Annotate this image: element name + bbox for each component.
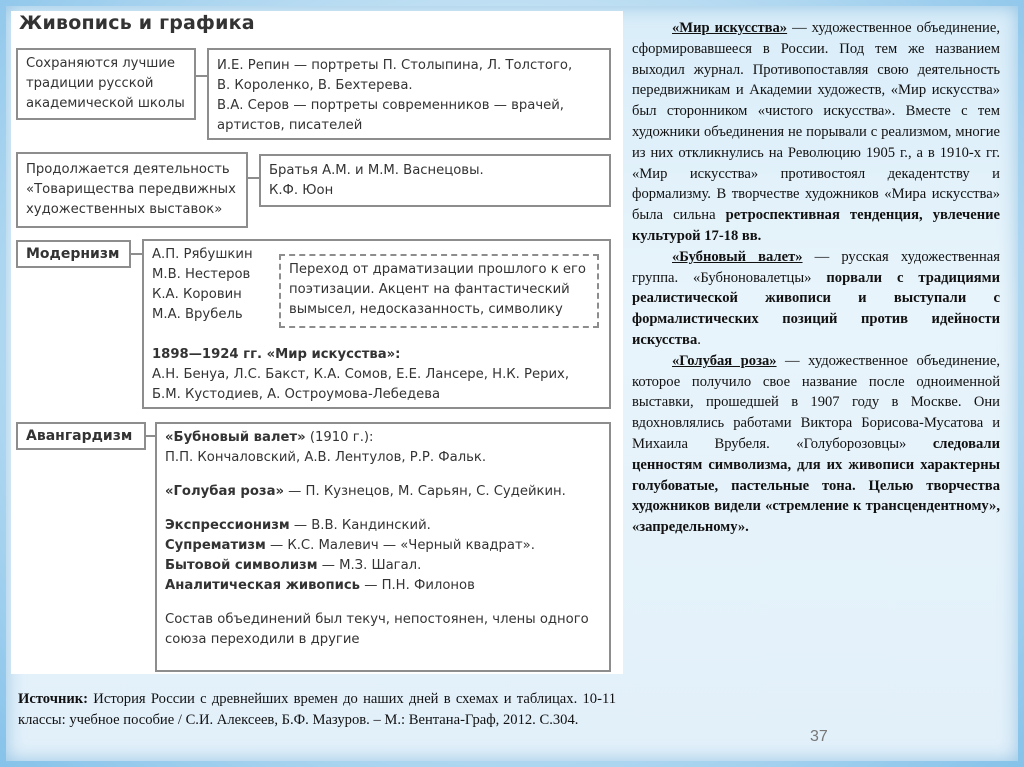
movement-item xyxy=(165,556,601,576)
movement-artist: — В.В. Кандинский. xyxy=(289,518,431,533)
bubnovy-names: П.П. Кончаловский, А.В. Лентулов, Р.Р. Фальк. xyxy=(165,450,487,465)
mir-iskusstva-paragraph xyxy=(632,18,1000,247)
box-line: К.Ф. Юон xyxy=(269,183,334,198)
modernism-artists xyxy=(152,245,253,325)
description-column xyxy=(632,18,1000,538)
box-line: академической школы xyxy=(26,96,185,111)
paragraph-title: «Мир искусства» xyxy=(672,20,788,36)
paragraph-title: «Голубая роза» xyxy=(672,352,777,369)
paragraph-body: — художественное объединение, сформировавшееся в России. Под тем же названием выходил журнал. Противопоставляя свою деятельность передвижникам и Академии художеств, «Мир искусства» был сторонником «чистого искусства». Вместе с тем художники объединения не порывали с реализмом, многие из них откликнулись на Революцию 1905 г., а в 1910-х гг. «Мир искусства» противостоял декадентству и формализму. В творчестве художников «Мира искусства» была сильна xyxy=(632,20,1000,224)
academic-school-box xyxy=(16,48,196,120)
footer-line: союза переходили в другие xyxy=(165,632,360,647)
page-number: 37 xyxy=(810,728,828,745)
box-line: В. Короленко, В. Бехтерева. xyxy=(217,78,413,93)
movement-term: Супрематизм xyxy=(165,538,266,553)
bubnovy-paragraph xyxy=(632,247,1000,351)
box-line: В.А. Серов — портреты современников — врачей, xyxy=(217,98,564,113)
bubnovy-title: «Бубновый валет» xyxy=(165,430,306,445)
box-line: Братья А.М. и М.М. Васнецовы. xyxy=(269,163,484,178)
mir-iskusstva-title: 1898—1924 гг. «Мир искусства»: xyxy=(152,347,401,362)
footer-line: Состав объединений был текуч, непостоянен, члены одного xyxy=(165,612,589,627)
paragraph-emphasis: ретроспективная тенденция, увлечение культурой 17-18 вв. xyxy=(632,207,1000,244)
academic-artists-box xyxy=(207,48,611,140)
box-line: традиции русской xyxy=(26,76,154,91)
modernism-note xyxy=(279,254,599,328)
movement-item xyxy=(165,536,601,556)
source-citation xyxy=(18,689,616,731)
avantgarde-box xyxy=(155,422,611,672)
artist-name: А.П. Рябушкин xyxy=(152,247,253,262)
peredvizhniki-artists-box xyxy=(259,154,611,207)
paragraph-title: «Бубновый валет» xyxy=(672,248,803,265)
mir-iskusstva-block xyxy=(152,345,569,405)
movement-artist: — К.С. Малевич — «Черный квадрат». xyxy=(265,538,535,553)
bubnovy-line xyxy=(165,428,601,448)
modernism-box xyxy=(142,239,611,409)
paragraph-emphasis: порвали с традициями реалистической живописи и выступали с формалистических позиций против идейности искусства xyxy=(632,269,1000,348)
avantgarde-label: Авангардизм xyxy=(16,422,146,450)
mir-iskusstva-line: Б.М. Кустодиев, А. Остроумова-Лебедева xyxy=(152,387,441,402)
scheme-title: Живопись и графика xyxy=(19,12,255,34)
movement-term: Бытовой символизм xyxy=(165,558,318,573)
movement-term: Экспрессионизм xyxy=(165,518,290,533)
mir-iskusstva-line: А.Н. Бенуа, Л.С. Бакст, К.А. Сомов, Е.Е. Лансере, Н.К. Рерих, xyxy=(152,367,570,382)
movement-artist: — П.Н. Филонов xyxy=(360,578,475,593)
avantgarde-movements xyxy=(165,516,601,596)
paragraph-emphasis: следовали ценностям символизма, для их живописи характерны голубоватые, пастельные тона. Целью творчества художников видели «стремление к трансцендентному», «запредельному». xyxy=(632,435,1000,536)
source-label: Источник: xyxy=(18,691,89,707)
golubaya-names: — П. Кузнецов, М. Сарьян, С. Судейкин. xyxy=(283,484,566,499)
golubaya-paragraph xyxy=(632,351,1000,538)
box-line: Сохраняются лучшие xyxy=(26,56,176,71)
modernism-label: Модернизм xyxy=(16,240,131,268)
box-line: «Товарищества передвижных xyxy=(26,182,236,197)
movement-term: Аналитическая живопись xyxy=(165,578,360,593)
note-line: поэтизации. Акцент на фантастический xyxy=(289,282,570,297)
peredvizhniki-box xyxy=(16,152,248,228)
note-line: Переход от драматизации прошлого к его xyxy=(289,262,586,277)
note-line: вымысел, недосказанность, символику xyxy=(289,302,563,317)
paragraph-end: . xyxy=(697,331,701,348)
box-line: И.Е. Репин — портреты П. Столыпина, Л. Толстого, xyxy=(217,58,573,73)
artist-name: К.А. Коровин xyxy=(152,287,242,302)
artist-name: М.А. Врубель xyxy=(152,307,243,322)
box-line: художественных выставок» xyxy=(26,202,223,217)
avantgarde-footer xyxy=(165,610,601,650)
paragraph-body: — художественное объединение, которое получило свое название после одноименной выставки, прошедшей в 1907 году в Москве. Они вдохновлялись работами Виктора Борисова-Мусатова и Михаила Врубеля. «Голуборозовцы» xyxy=(632,352,1000,452)
golubaya-title: «Голубая роза» xyxy=(165,484,284,499)
box-line: Продолжается деятельность xyxy=(26,162,230,177)
movement-item xyxy=(165,576,601,596)
artist-name: М.В. Нестеров xyxy=(152,267,251,282)
source-body: История России с древнейших времен до наших дней в схемах и таблицах. 10-11 классы: учебное пособие / С.И. Алексеев, Б.Ф. Мазуров. – М.: Вентана-Граф, 2012. С.304. xyxy=(18,691,616,728)
movement-artist: — М.З. Шагал. xyxy=(317,558,422,573)
scheme-image xyxy=(11,11,623,674)
golubaya-line xyxy=(165,482,601,502)
paragraph-body: — русская художественная группа. «Бубноновалетцы» xyxy=(632,248,1000,286)
bubnovy-year: (1910 г.): xyxy=(305,430,374,445)
movement-item xyxy=(165,516,601,536)
box-line: артистов, писателей xyxy=(217,118,363,133)
